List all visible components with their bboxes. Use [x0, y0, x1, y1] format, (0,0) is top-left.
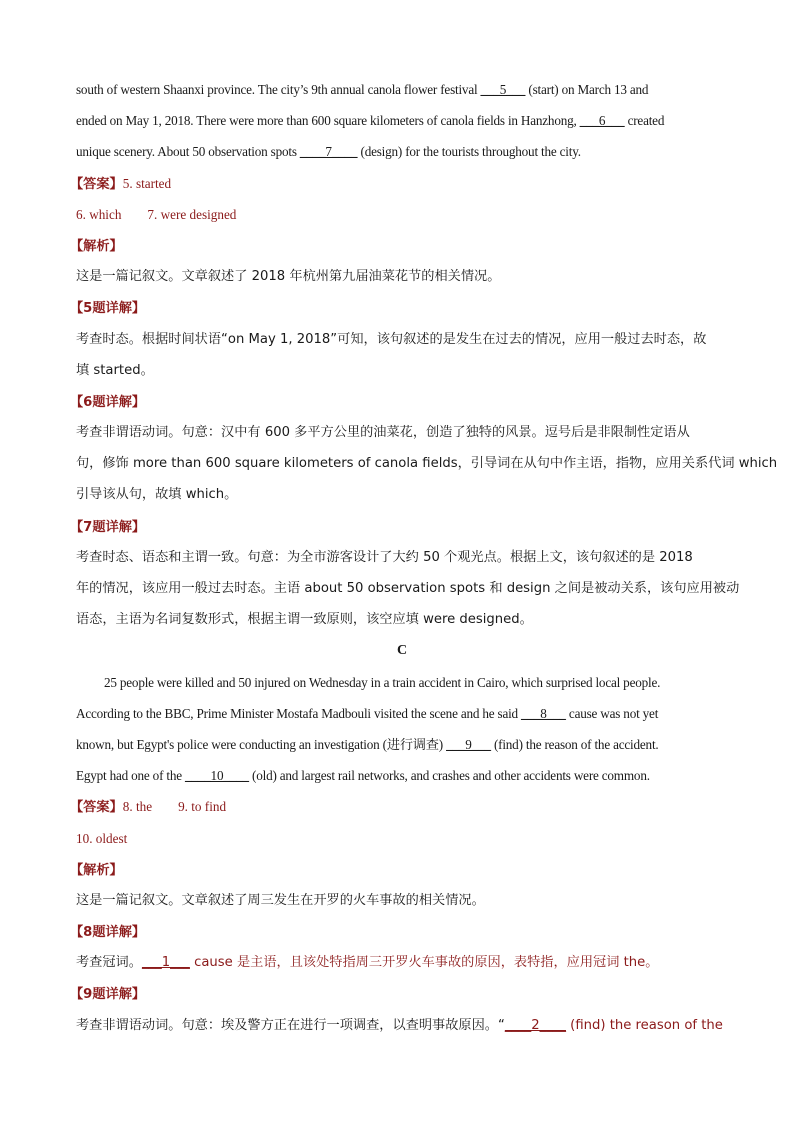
passage-b-line-2 — [76, 105, 728, 136]
passage-c-line-3 — [76, 729, 728, 760]
answer-7: 7. were designed — [147, 206, 237, 222]
q7-line-2: 年的情况，该应用一般过去时态。主语 about 50 observation spots 和 design 之间是被动关系，该句应用被动 — [76, 581, 740, 596]
q6-line-2: 句，修饰 more than 600 square kilometers of canola fields，引导词在从句中作主语，指物，应用关系代词 which — [76, 456, 778, 472]
analysis-tag: 【解析】 — [70, 238, 123, 254]
text: (find) the reason of the — [565, 1017, 723, 1033]
q7-line-3: 语态，主语为名词复数形式，根据主谓一致原则，该空应填 were designed。 — [76, 612, 533, 628]
q5-line-1: 考查时态。根据时间状语“on May 1, 2018”可知，该句叙述的是发生在过去的情况，应用一般过去时态，故 — [76, 331, 707, 347]
q8-blank: ___1___ — [141, 955, 190, 971]
q6-tag: 【6题详解】 — [70, 394, 146, 410]
blank-10: ____10____ — [184, 768, 249, 784]
section-heading: C — [396, 643, 408, 659]
q7-tag-line — [70, 511, 728, 542]
answer-b — [70, 168, 728, 199]
text: unique scenery. About 50 observation spots — [76, 144, 300, 160]
q6-line-3: 引导该从句，故填 which。 — [76, 487, 238, 503]
answer-b-line-2 — [76, 199, 728, 230]
answer-tag: 【答案】 — [70, 176, 123, 192]
analysis-tag: 【解析】 — [70, 862, 123, 878]
q5-tag: 【5题详解】 — [70, 301, 146, 317]
passage-b-line-1 — [76, 74, 728, 105]
q8-line — [76, 947, 728, 978]
q8-tag-line — [70, 916, 728, 947]
answer-tag: 【答案】 — [70, 800, 123, 816]
text: cause was not yet — [565, 705, 659, 721]
q6-tag-line — [70, 386, 728, 417]
q9-line — [76, 1010, 728, 1041]
q7-line-1: 考查时态、语态和主谓一致。句意：为全市游客设计了大约 50 个观光点。根据上文，该句叙述的是 2018 — [76, 549, 693, 565]
blank-6: ___6___ — [579, 113, 625, 129]
q9-tag-line — [70, 978, 728, 1009]
text: cause 是主语，且该处特指周三开罗火车事故的原因，表特指，应用冠词 the。 — [189, 955, 659, 971]
text: According to the BBC, Prime Minister Mostafa Madbouli visited the scene and he said — [76, 705, 522, 721]
q5-line-2: 填 started。 — [76, 362, 154, 378]
answer-5: 5. started — [122, 175, 172, 191]
document-page — [70, 74, 778, 1041]
text: Egypt had one of the — [76, 768, 185, 784]
blank-5: ___5___ — [480, 82, 526, 97]
analysis-b-summary: 这是一篇记叙文。文章叙述了 2018 年杭州第九届油菜花节的相关情况。 — [76, 269, 501, 285]
text: south of western Shaanxi province. The city’s 9th annual canola flower festival — [76, 82, 481, 97]
passage-c-line-1: 25 people were killed and 50 injured on Wednesday in a train accident in Cairo, which surprised local people. — [104, 674, 661, 690]
text: (old) and largest rail networks, and crashes and other accidents were common. — [248, 768, 650, 784]
answer-c — [70, 791, 728, 822]
blank-9: ___9___ — [446, 736, 491, 752]
answer-9: 9. to find — [178, 799, 227, 815]
q6-line-1: 考查非谓语动词。句意：汉中有 600 多平方公里的油菜花，创造了独特的风景。逗号后是非限制性定语从 — [76, 425, 690, 441]
text: 考查非谓语动词。句意：埃及警方正在进行一项调查，以查明事故原因。“ — [76, 1017, 505, 1033]
text: 考查冠词。 — [76, 955, 142, 971]
q9-blank: ____2____ — [504, 1017, 566, 1033]
text: (design) for the tourists throughout the city. — [357, 144, 581, 160]
blank-8: ___8___ — [521, 705, 566, 721]
text: created — [624, 113, 665, 129]
passage-b-line-3 — [76, 136, 728, 167]
text: (find) the reason of the accident. — [490, 736, 659, 752]
q7-tag: 【7题详解】 — [70, 519, 146, 535]
answer-10: 10. oldest — [76, 830, 128, 846]
answer-8: 8. the — [122, 799, 153, 815]
analysis-c-tag-line — [70, 854, 728, 885]
q5-tag-line — [70, 292, 728, 323]
passage-c-line-4 — [76, 760, 728, 791]
answer-6: 6. which — [76, 206, 122, 222]
text: known, but Egypt's police were conducting an investigation (进行调查) — [76, 736, 447, 752]
passage-c-line-2 — [76, 698, 728, 729]
analysis-c-summary: 这是一篇记叙文。文章叙述了周三发生在开罗的火车事故的相关情况。 — [76, 892, 485, 908]
text: (start) on March 13 and — [525, 82, 649, 97]
blank-7: ____7____ — [299, 144, 358, 160]
text: ended on May 1, 2018. There were more than 600 square kilometers of canola fields in Hanzhong, — [76, 113, 580, 129]
q8-tag: 【8题详解】 — [70, 925, 146, 941]
q9-tag: 【9题详解】 — [70, 987, 146, 1003]
analysis-b-tag-line — [70, 230, 728, 261]
